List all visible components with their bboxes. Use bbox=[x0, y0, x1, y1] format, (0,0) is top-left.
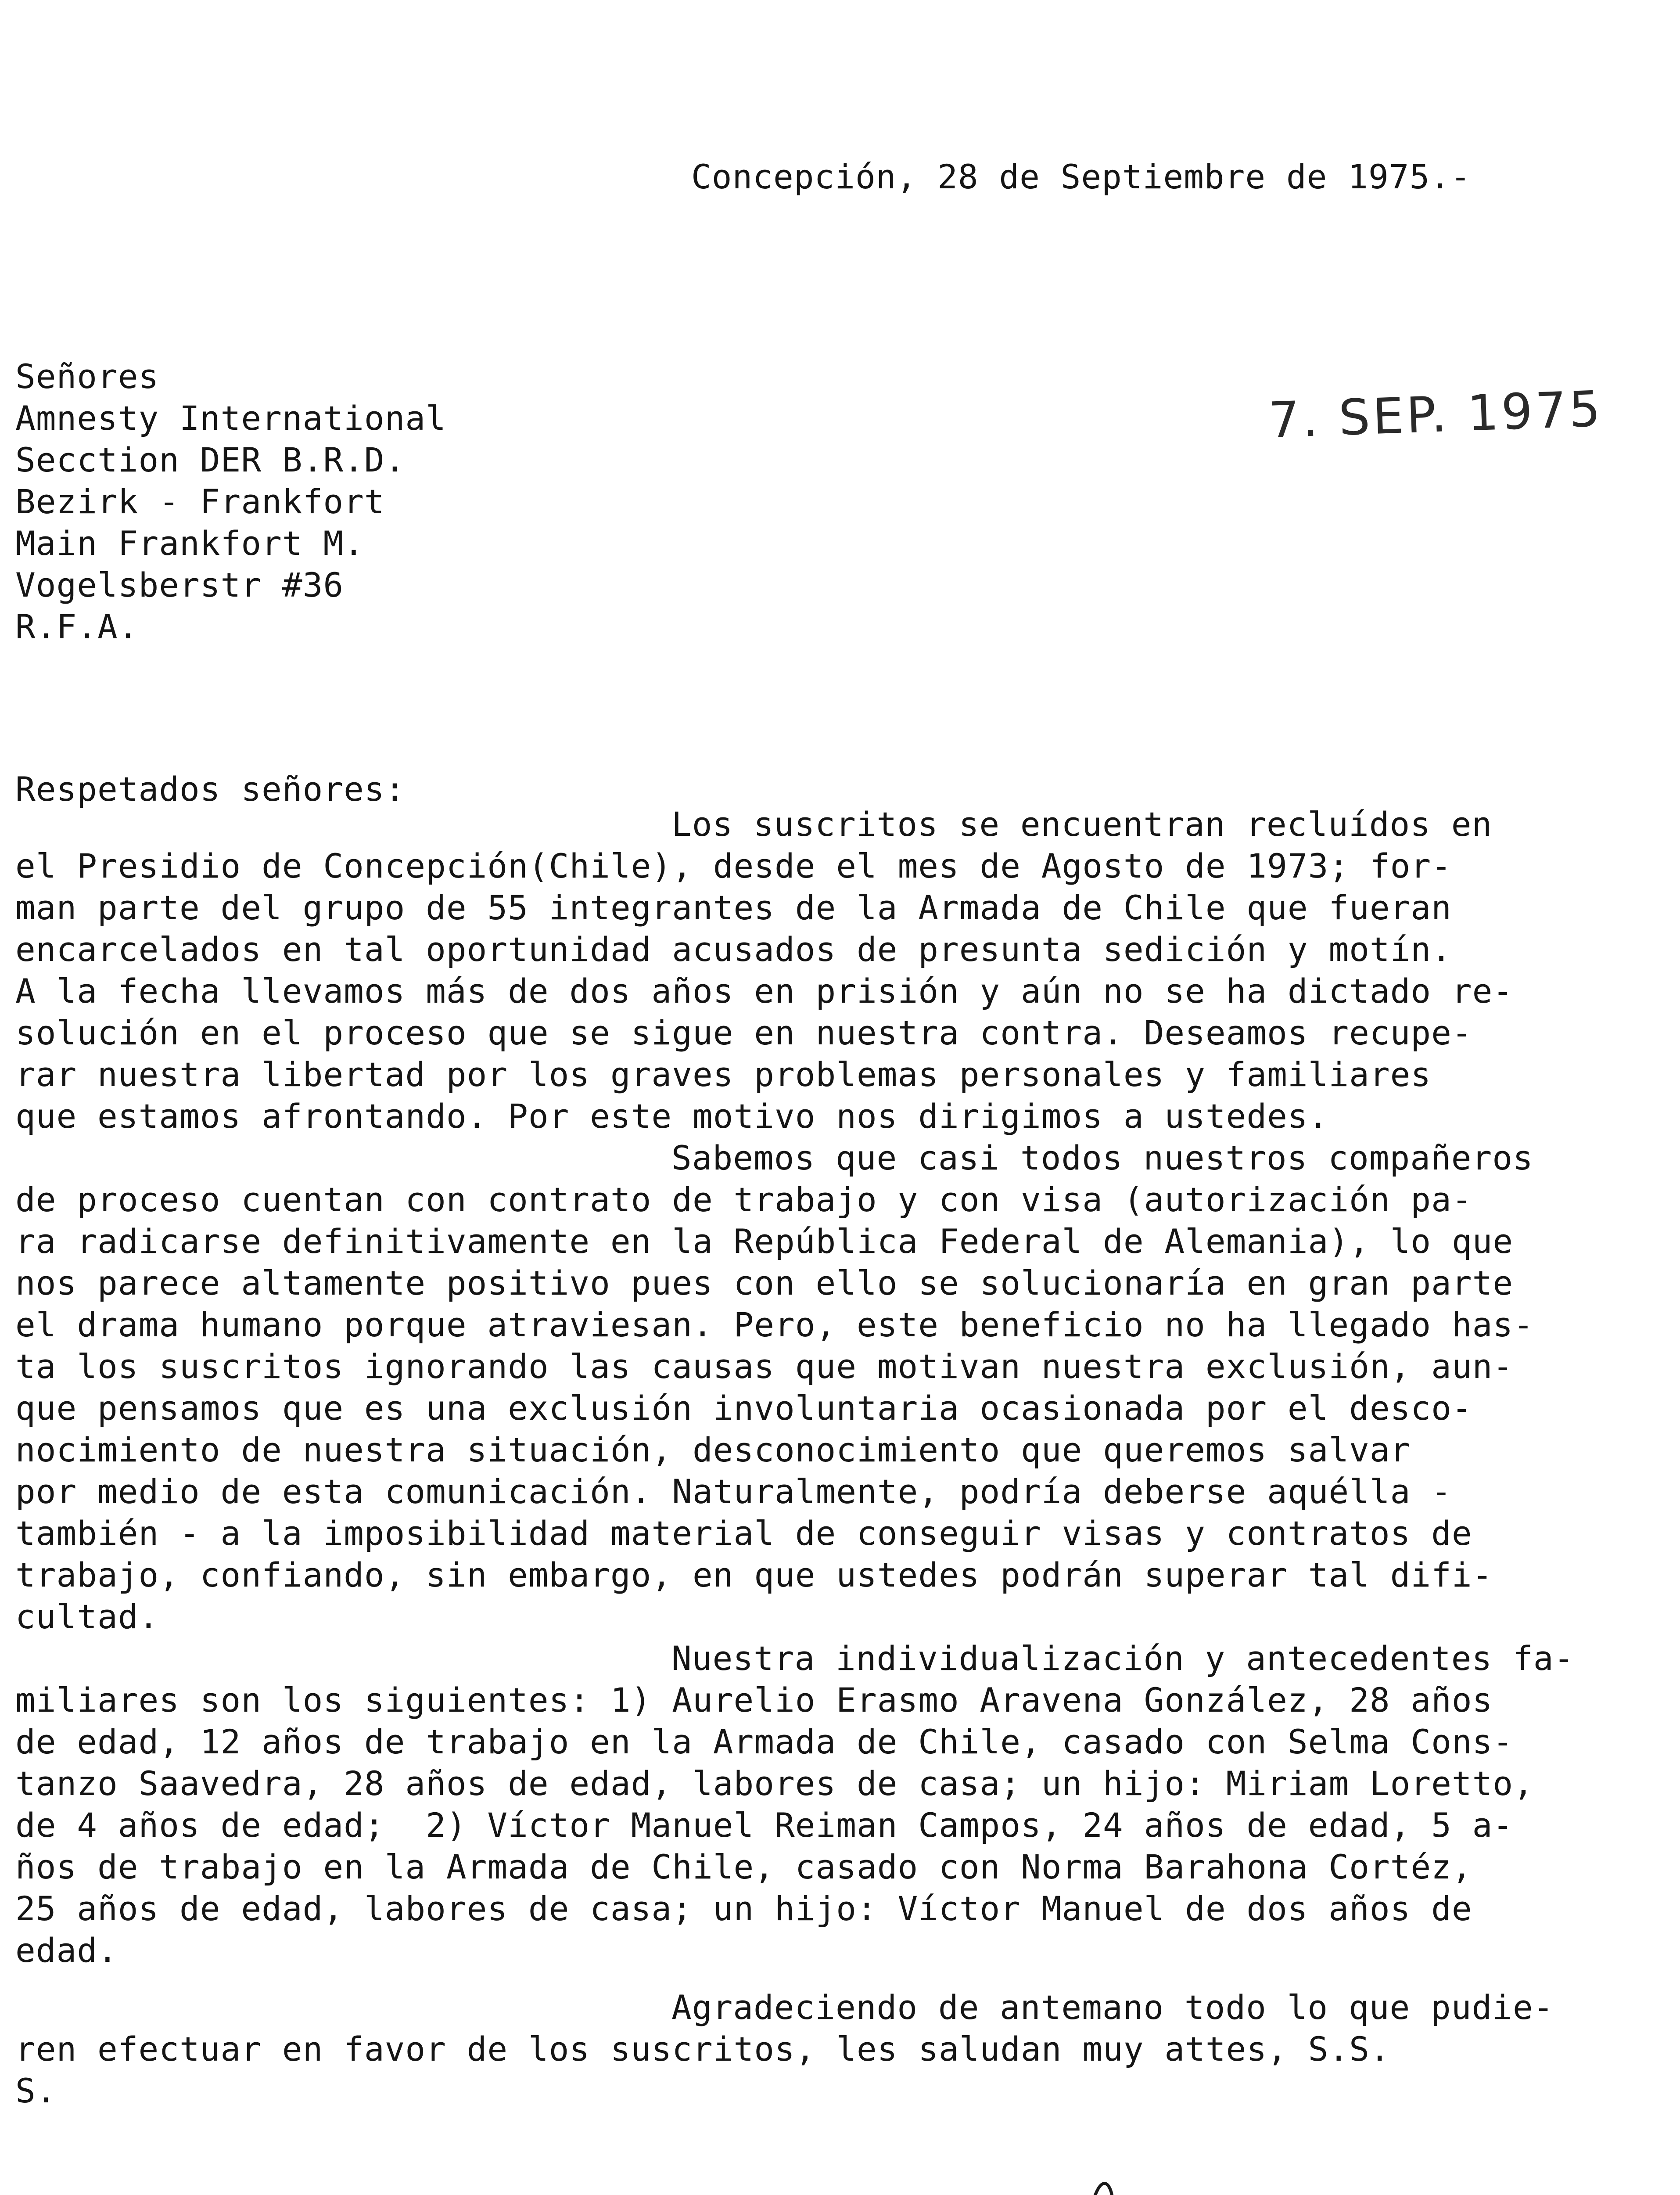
body-line: cultad. bbox=[15, 1597, 159, 1636]
body-line: el Presidio de Concepción(Chile), desde el mes de Agosto de 1973; for- bbox=[15, 846, 1452, 885]
body-line: de 4 años de edad; 2) Víctor Manuel Reiman Campos, 24 años de edad, 5 a- bbox=[15, 1806, 1514, 1845]
body-line: de proceso cuentan con contrato de trabajo y con visa (autorización pa- bbox=[15, 1180, 1472, 1219]
body-line: por medio de esta comunicación. Naturalmente, podría deberse aquélla - bbox=[15, 1472, 1452, 1511]
body-line: Nuestra individualización y antecedentes fa- bbox=[671, 1639, 1575, 1678]
salutation: Respetados señores: bbox=[15, 770, 406, 809]
body-line: que estamos afrontando. Por este motivo nos dirigimos a ustedes. bbox=[15, 1097, 1329, 1136]
body-line: encarcelados en tal oportunidad acusados de presunta sedición y motín. bbox=[15, 930, 1452, 969]
body-line: S. bbox=[15, 2071, 57, 2110]
body-line: tanzo Saavedra, 28 años de edad, labores de casa; un hijo: Miriam Loretto, bbox=[15, 1764, 1534, 1803]
body-line: el drama humano porque atraviesan. Pero, este beneficio no ha llegado has- bbox=[15, 1305, 1534, 1344]
received-date-stamp: 7. SEP. 1975 bbox=[1267, 380, 1604, 450]
body-line: ra radicarse definitivamente en la República Federal de Alemania), lo que bbox=[15, 1222, 1514, 1261]
body-line: Agradeciendo de antemano todo lo que pudie- bbox=[671, 1988, 1554, 2027]
address-line: Bezirk - Frankfort bbox=[15, 482, 385, 521]
body-line: que pensamos que es una exclusión involuntaria ocasionada por el desco- bbox=[15, 1389, 1472, 1428]
address-line: Secction DER B.R.D. bbox=[15, 440, 406, 479]
address-line: R.F.A. bbox=[15, 607, 139, 646]
body-line: solución en el proceso que se sigue en nuestra contra. Deseamos recupe- bbox=[15, 1013, 1472, 1052]
body-line: también - a la imposibilidad material de conseguir visas y contratos de bbox=[15, 1514, 1472, 1553]
body-line: 25 años de edad, labores de casa; un hijo: Víctor Manuel de dos años de bbox=[15, 1889, 1472, 1928]
address-line: Main Frankfort M. bbox=[15, 524, 364, 563]
body-line: rar nuestra libertad por los graves problemas personales y familiares bbox=[15, 1055, 1432, 1094]
body-line: ren efectuar en favor de los suscritos, les saludan muy attes, S.S. bbox=[15, 2029, 1390, 2069]
body-line: trabajo, confiando, sin embargo, en que ustedes podrán superar tal difi- bbox=[15, 1555, 1493, 1594]
body-line: man parte del grupo de 55 integrantes de la Armada de Chile que fueran bbox=[15, 888, 1452, 927]
body-line: nos parece altamente positivo pues con ello se solucionaría en gran parte bbox=[15, 1263, 1514, 1303]
body-line: de edad, 12 años de trabajo en la Armada de Chile, casado con Selma Cons- bbox=[15, 1722, 1514, 1761]
signature-reiman bbox=[1071, 2164, 1466, 2195]
letter-date: Concepción, 28 de Septiembre de 1975.- bbox=[691, 157, 1471, 196]
body-line: nocimiento de nuestra situación, desconocimiento que queremos salvar bbox=[15, 1430, 1411, 1469]
body-line: A la fecha llevamos más de dos años en prisión y aún no se ha dictado re- bbox=[15, 972, 1514, 1011]
body-line: miliares son los siguientes: 1) Aurelio Erasmo Aravena González, 28 años bbox=[15, 1680, 1493, 1720]
body-line: Sabemos que casi todos nuestros compañeros bbox=[671, 1138, 1533, 1177]
address-line: Amnesty International bbox=[15, 399, 446, 438]
body-line: Los suscritos se encuentran recluídos en bbox=[671, 805, 1493, 844]
address-line: Vogelsberstr #36 bbox=[15, 565, 344, 605]
body-line: ta los suscritos ignorando las causas que motivan nuestra exclusión, aun- bbox=[15, 1347, 1514, 1386]
address-line: Señores bbox=[15, 357, 159, 396]
body-line: edad. bbox=[15, 1931, 118, 1970]
body-line: ños de trabajo en la Armada de Chile, casado con Norma Barahona Cortéz, bbox=[15, 1847, 1472, 1886]
